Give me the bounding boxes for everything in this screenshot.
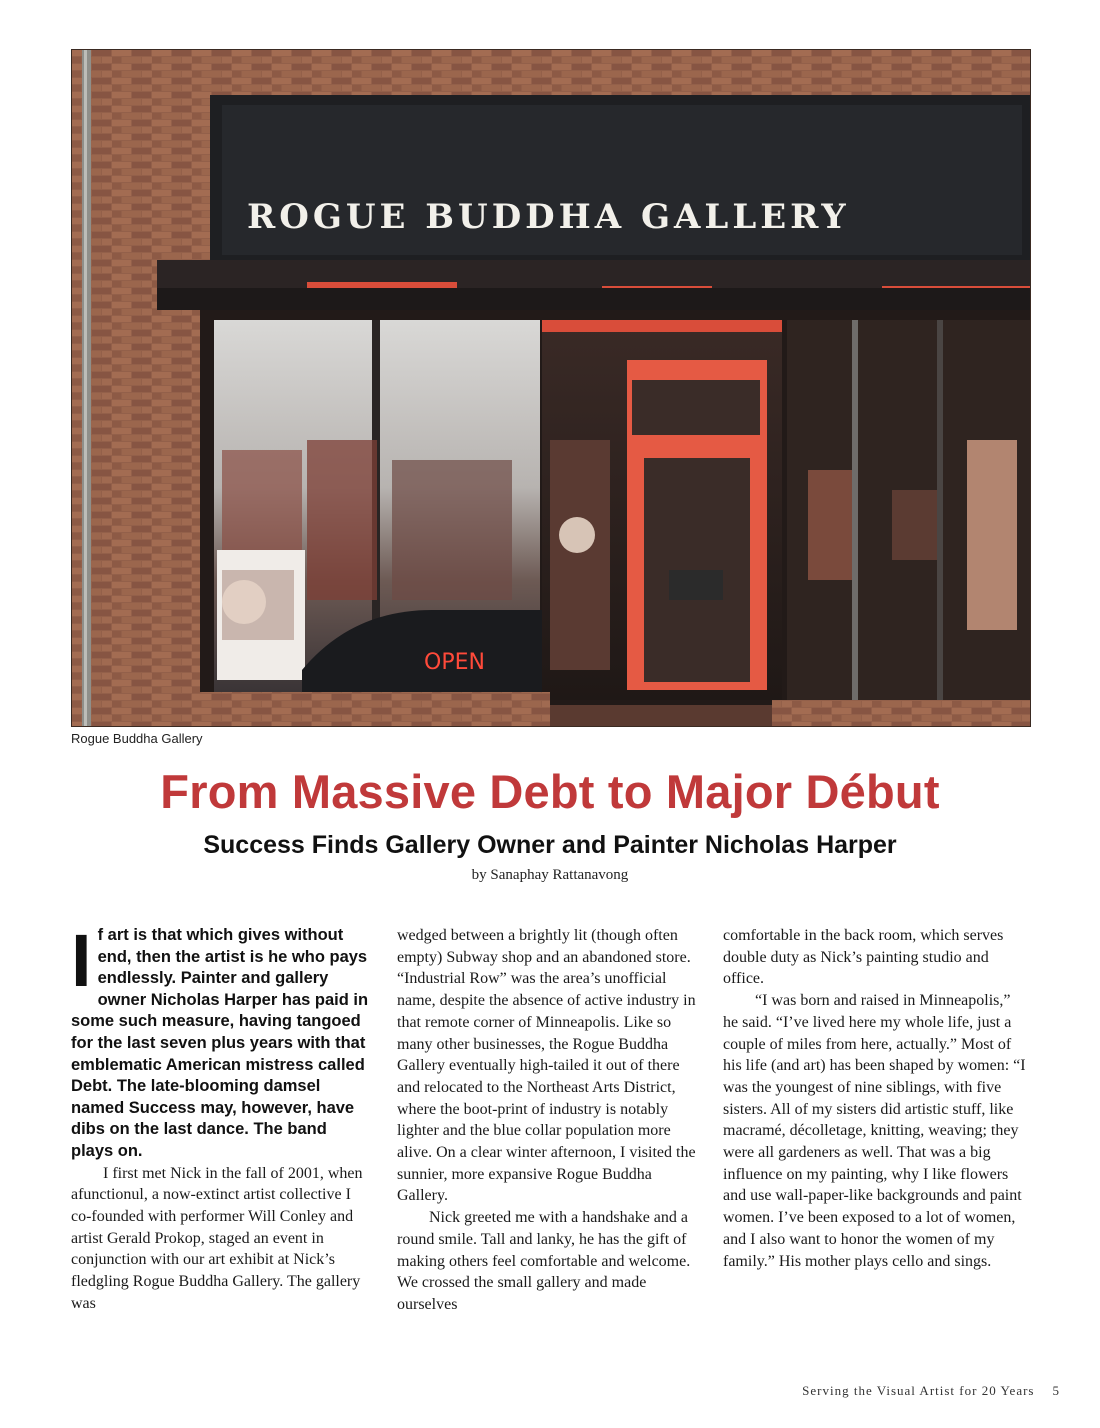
open-sign: OPEN xyxy=(424,650,485,675)
body-paragraph: comfortable in the back room, which serves double duty as Nick’s painting studio and office. xyxy=(723,927,1004,988)
footer-tagline: Serving the Visual Artist for 20 Years xyxy=(802,1383,1035,1398)
article-byline: by Sanaphay Rattanavong xyxy=(471,867,629,883)
lede-paragraph xyxy=(71,919,373,1163)
page-number: 5 xyxy=(1052,1383,1060,1398)
photo-caption: Rogue Buddha Gallery xyxy=(71,731,203,746)
page-footer xyxy=(802,1383,1060,1399)
drop-cap: I xyxy=(71,919,92,1002)
body-paragraph: I first met Nick in the fall of 2001, when afunctionul, a now-extinct artist collective I co-founded with performer Will Conley and artist Gerald Prokop, staged an event in conjunction with our art exhibit at Nick’s fledgling Rogue Buddha Gallery. The gallery was xyxy=(71,1164,363,1312)
article-headline: From Massive Debt to Major Début xyxy=(160,765,940,818)
column-3 xyxy=(723,925,1029,1272)
article-subhead: Success Finds Gallery Owner and Painter Nicholas Harper xyxy=(203,831,897,859)
column-2 xyxy=(397,925,702,1316)
column-1 xyxy=(71,919,373,1314)
body-paragraph: Nick greeted me with a handshake and a round smile. Tall and lanky, he has the gift of making others feel comfortable and welcome. We crossed the small gallery and made ourselves xyxy=(397,1209,691,1313)
gallery-photo xyxy=(71,49,1031,727)
body-paragraph: “I was born and raised in Minneapolis,” he said. “I’ve lived here my whole life, just a couple of miles from here, actually.” Most of his life (and art) has been shaped by women: “I was the youngest of nine siblings, with five sisters. All of my sisters did artistic stuff, like macramé, décolletage, knitting, weaving; they were all gardeners as well. That was a big influence on my painting, why I like flowers and use wall-paper-like backgrounds and paint women. I’ve been exposed to a lot of women, and I also want to honor the women of my family.” His mother plays cello and sings. xyxy=(723,992,1026,1270)
gallery-sign-text: ROGUE BUDDHA GALLERY xyxy=(247,197,850,237)
lede-text: f art is that which gives without end, then the artist is he who pays endlessly. Painter and gallery owner Nicholas Harper has paid in some such measure, having tangoed for the last seven plus years with that emblematic American mistress called Debt. The late-blooming damsel named Success may, however, have dibs on the last dance. The band plays on. xyxy=(71,926,369,1160)
body-paragraph: wedged between a brightly lit (though often empty) Subway shop and an abandoned store. “Industrial Row” was the area’s unofficial name, despite the absence of active industry in that remote corner of Minneapolis. Like so many other businesses, the Rogue Buddha Gallery eventually high-tailed it out of there and relocated to the Northeast Arts District, where the boot-print of industry is notably lighter and the blue collar population more alive. On a clear winter afternoon, I visited the sunnier, more expansive Rogue Buddha Gallery. xyxy=(397,927,696,1205)
